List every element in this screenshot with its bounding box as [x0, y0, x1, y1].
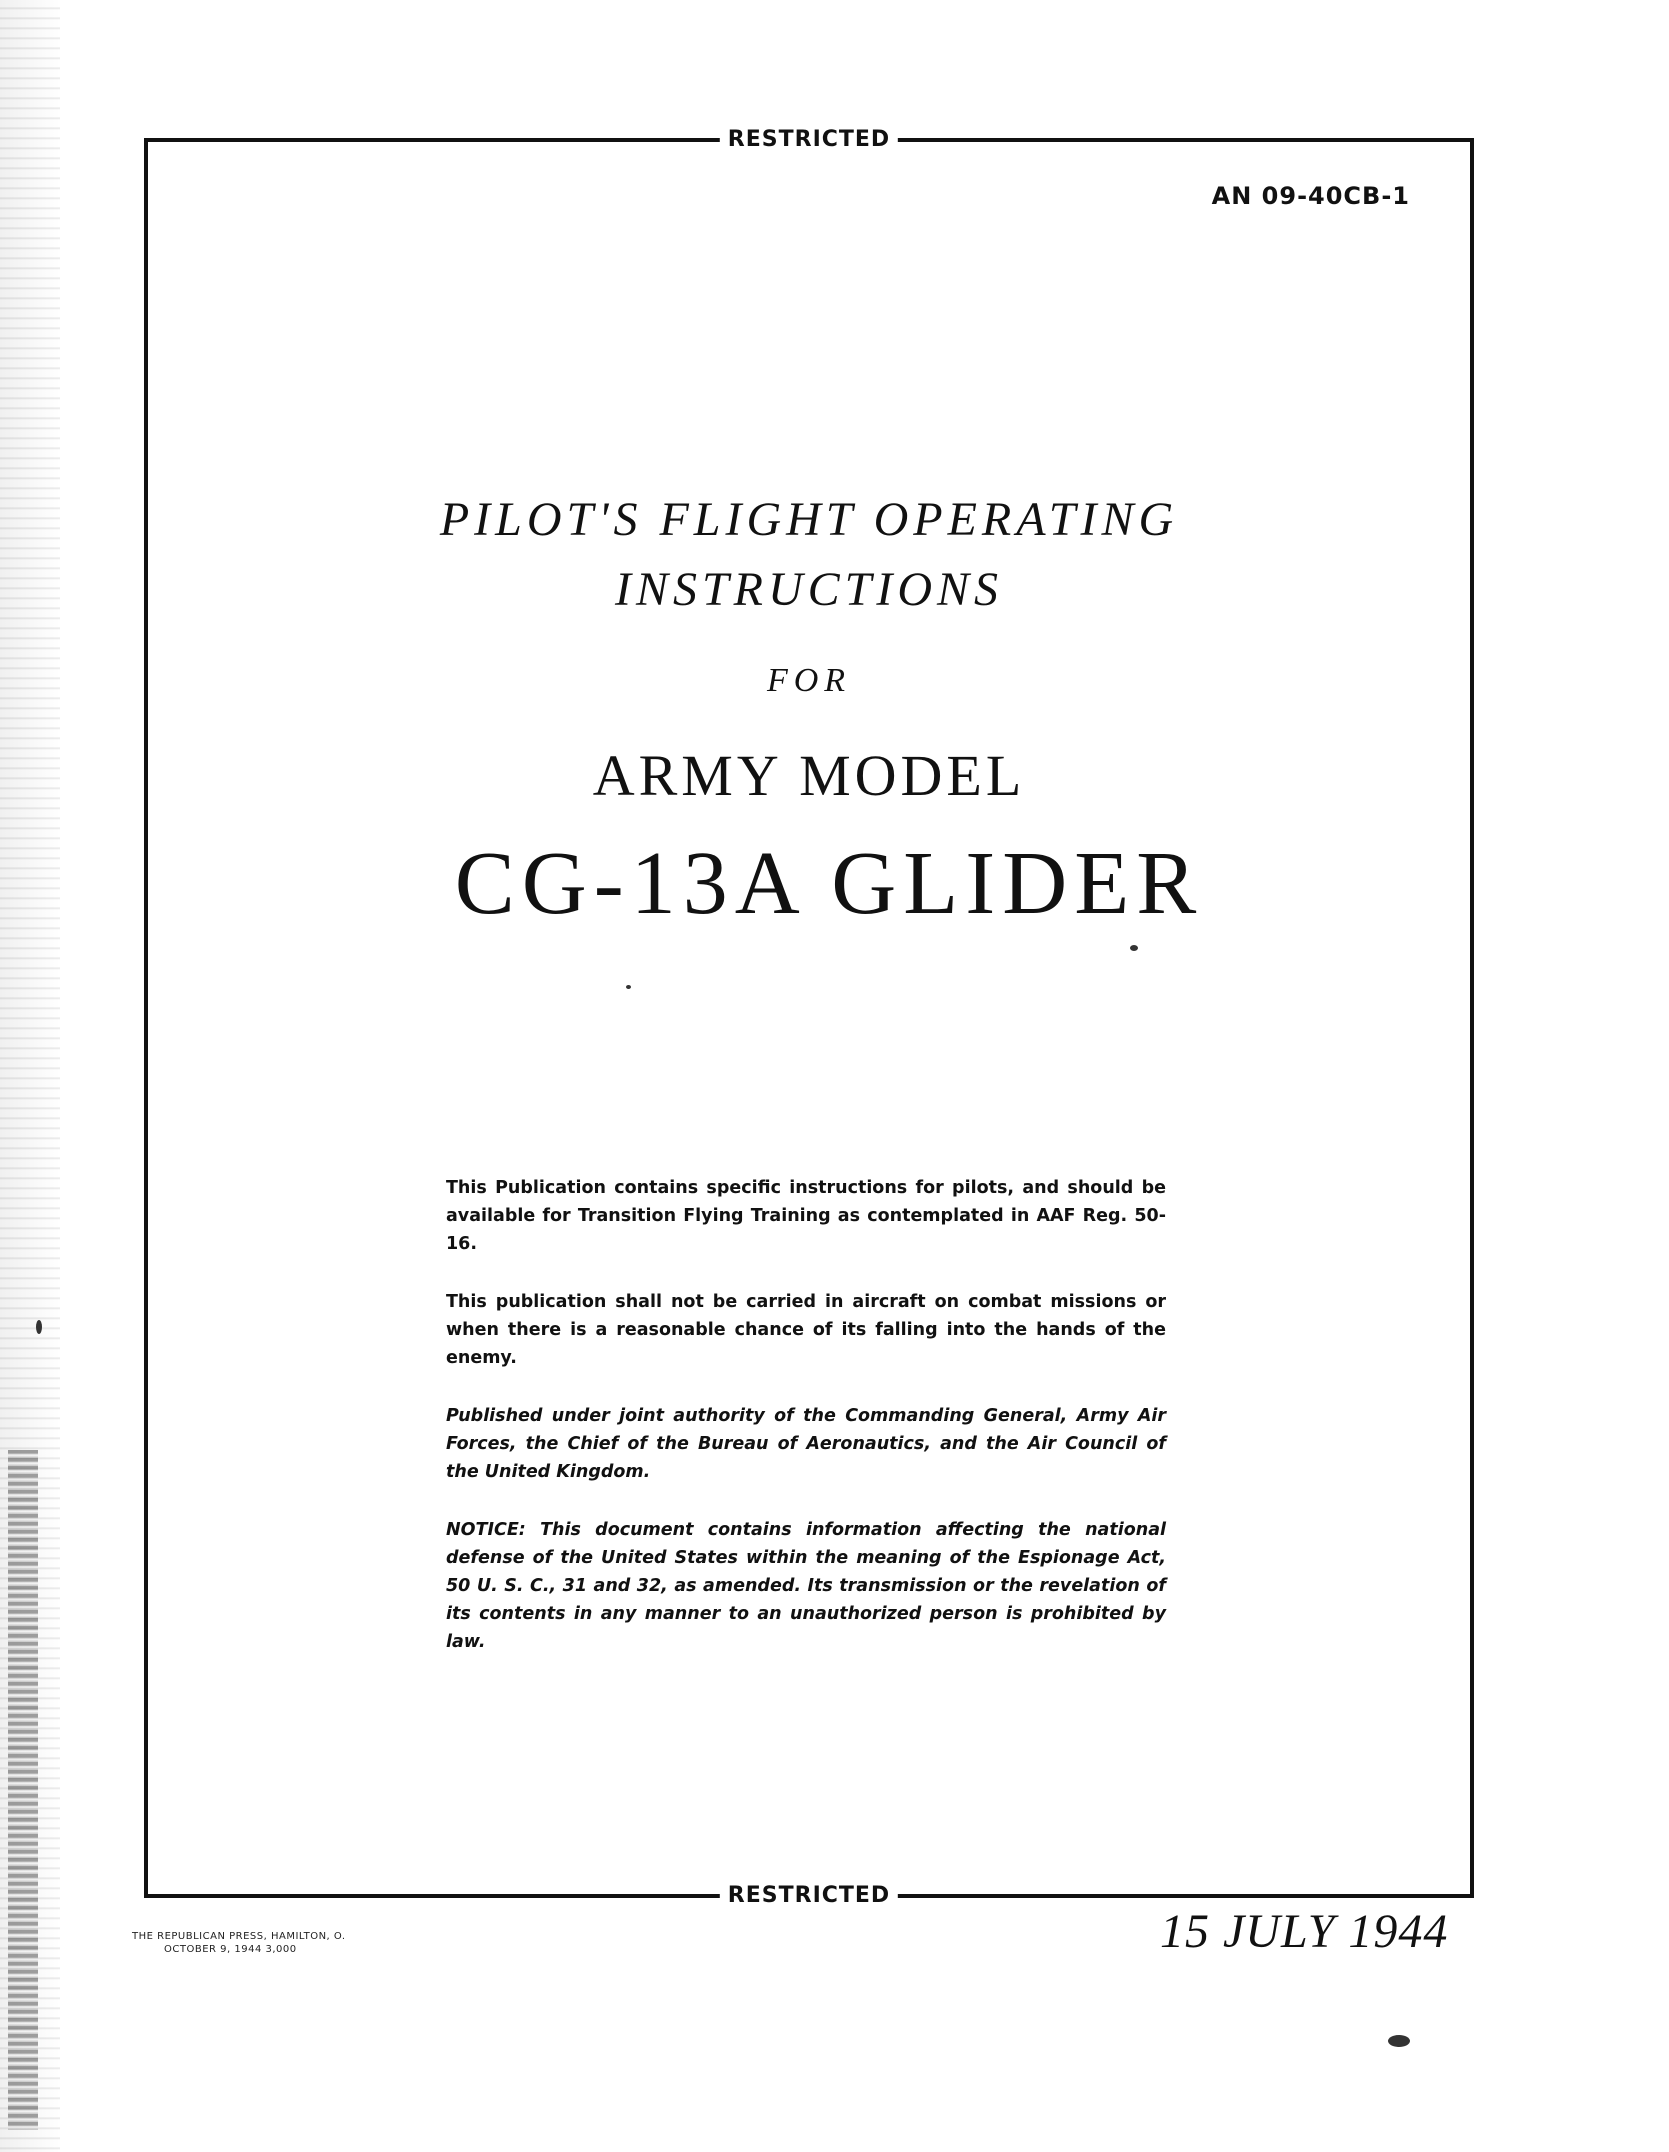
printer-line-1: THE REPUBLICAN PRESS, HAMILTON, O.: [132, 1931, 346, 1942]
title-line-2: INSTRUCTIONS: [614, 563, 1004, 616]
notice-label: NOTICE:: [446, 1520, 526, 1540]
restricted-label-top: RESTRICTED: [720, 129, 898, 151]
restricted-label-bottom: RESTRICTED: [720, 1885, 898, 1907]
scan-speck: [1130, 945, 1138, 951]
notice-espionage-text: This document contains information affecting the national defense of the United States within the meaning of the Espionage Act, 50 U. S. C., 31 and 32, as amended. Its transmission or the revelation of its contents in any manner to an unauthorized person is prohibited by law.: [446, 1520, 1167, 1652]
notice-joint-authority: Published under joint authority of the Commanding General, Army Air Forces, the Chief of the Bureau of Aeronautics, and the Air Council of the United Kingdom.: [446, 1406, 1166, 1482]
scan-binding-shadow: [8, 1450, 38, 2130]
notices-block: [446, 1174, 1166, 1686]
publication-date: 15 JULY 1944: [1160, 1905, 1449, 1958]
notice-transition-training: This Publication contains specific instructions for pilots, and should be available for Transition Flying Training as contemplated in AAF Reg. 50-16.: [446, 1178, 1166, 1254]
printer-line-2: OCTOBER 9, 1944 3,000: [164, 1944, 297, 1955]
aircraft-designation: CG-13A GLIDER: [454, 834, 1204, 933]
scan-speck: [36, 1320, 42, 1334]
notice-combat-missions: This publication shall not be carried in aircraft on combat missions or when there is a reasonable chance of its falling into the hands of the enemy.: [446, 1292, 1166, 1368]
army-model-heading: ARMY MODEL: [592, 743, 1026, 808]
page-border-frame: [144, 127, 1474, 1908]
notice-espionage-act: [446, 1516, 1166, 1656]
printer-imprint: [132, 1930, 346, 1956]
title-for: FOR: [766, 662, 852, 699]
title-line-1: PILOT'S FLIGHT OPERATING: [439, 493, 1179, 546]
document-number: AN 09-40CB-1: [1211, 182, 1410, 210]
scan-speck: [626, 985, 631, 989]
scan-speck: [1388, 2035, 1410, 2047]
